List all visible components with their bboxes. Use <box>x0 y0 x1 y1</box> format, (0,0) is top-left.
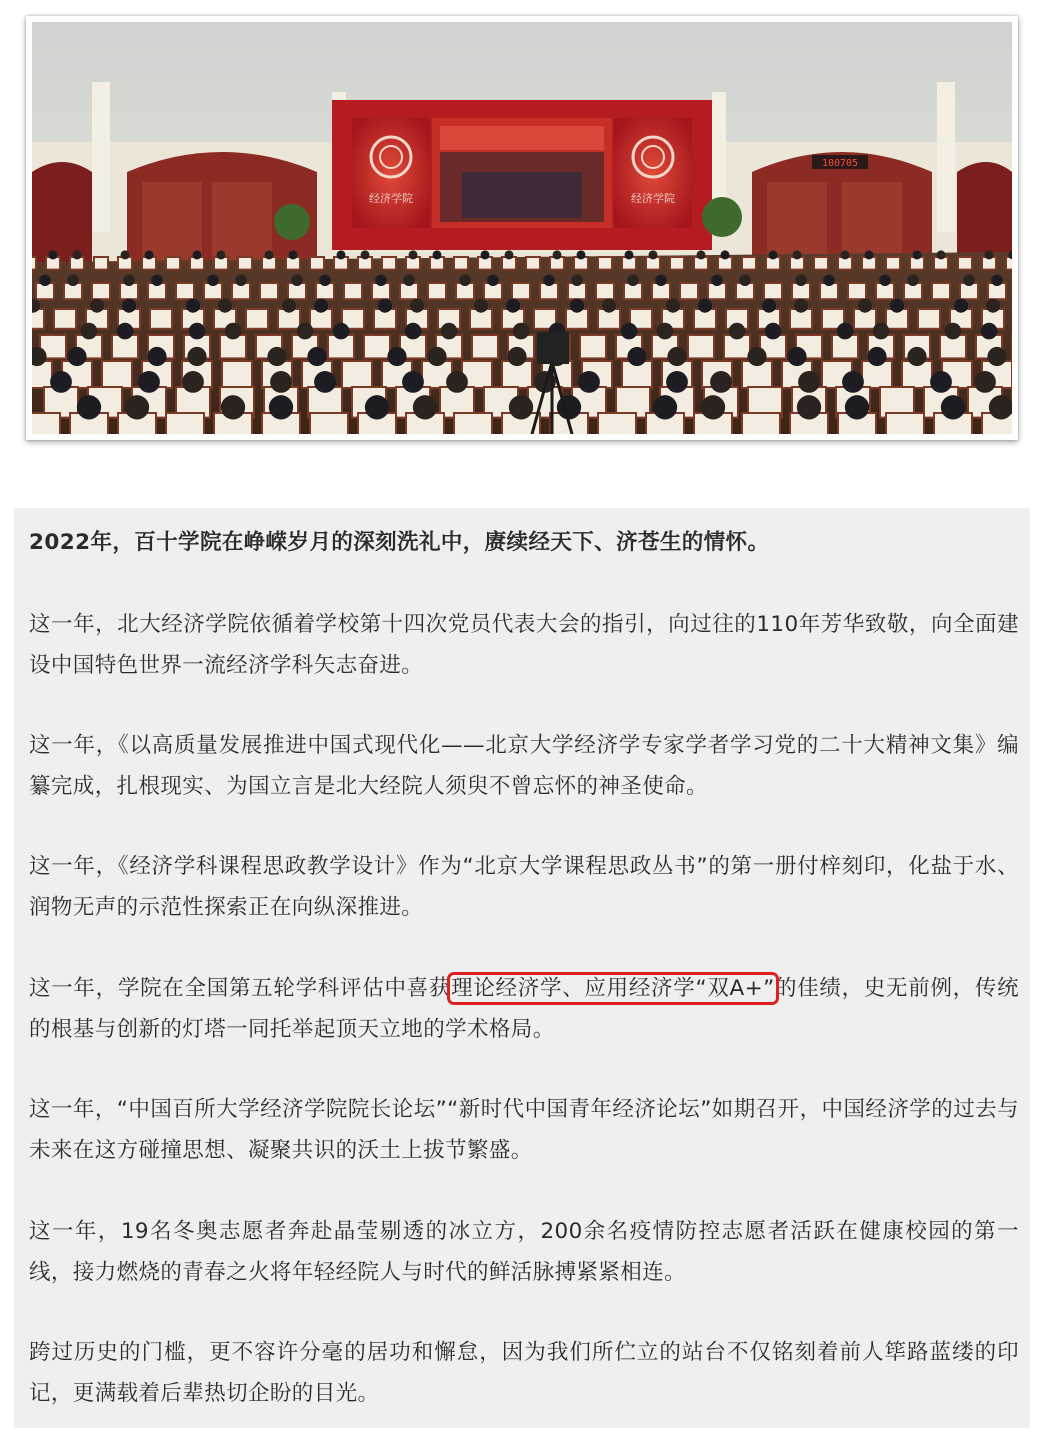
audience-member <box>666 371 688 393</box>
seat <box>886 413 924 434</box>
clock-readout: 100705 <box>821 158 859 169</box>
seat <box>166 257 180 270</box>
article-paragraph-5: 这一年，“中国百所大学经济学院院长论坛”“新时代中国青年经济论坛”如期召开，中国经济学的过去与未来在这方碰撞思想、凝聚共识的沃土上拔节繁盛。 <box>29 1097 1019 1163</box>
seat <box>166 413 204 434</box>
audience-member <box>577 250 586 259</box>
article-paragraph-6: 这一年，19名冬奥志愿者奔赴晶莹剔透的冰立方，200余名疫情防控志愿者活跃在健康校园的第一线，接力燃烧的青春之火将年轻经院人与时代的鲜活脉搏紧紧相连。 <box>29 1219 1019 1285</box>
audience-member <box>653 395 677 419</box>
audience-member <box>667 347 686 366</box>
audience-member <box>221 395 245 419</box>
seat <box>932 283 950 299</box>
seat <box>176 283 194 299</box>
audience-member <box>710 371 732 393</box>
audience-member <box>319 275 331 287</box>
seat <box>92 283 110 299</box>
seat <box>94 257 108 270</box>
audience-member <box>123 275 135 287</box>
seat <box>246 309 268 329</box>
seat <box>526 257 540 270</box>
audience-member <box>225 323 242 340</box>
audience-member <box>81 323 98 340</box>
audience-member <box>794 299 808 313</box>
audience-member <box>314 299 328 313</box>
auditorium-photo-frame <box>26 16 1018 440</box>
audience-member <box>235 275 247 287</box>
audience-member <box>49 250 58 259</box>
audience-member <box>333 323 350 340</box>
seat <box>222 361 252 388</box>
audience-member <box>151 275 163 287</box>
audience-member <box>307 347 326 366</box>
audience-member <box>625 250 634 259</box>
audience-member <box>459 275 471 287</box>
audience-member <box>747 347 766 366</box>
seat <box>364 335 390 358</box>
audience-member <box>981 323 998 340</box>
audience-member <box>282 299 296 313</box>
audience-member <box>207 275 219 287</box>
audience-member <box>890 299 904 313</box>
audience-member <box>795 275 807 287</box>
audience-member <box>77 395 101 419</box>
audience-member <box>193 250 202 259</box>
audience-member <box>627 347 646 366</box>
audience-member <box>657 323 674 340</box>
seat <box>32 413 60 434</box>
audience-member <box>506 299 520 313</box>
audience-member <box>913 250 922 259</box>
audience-member <box>403 275 415 287</box>
seat <box>886 257 900 270</box>
audience-member <box>378 299 392 313</box>
audience-member <box>314 371 336 393</box>
audience-member <box>427 347 446 366</box>
audience-member <box>701 395 725 419</box>
audience-member <box>570 299 584 313</box>
seat <box>54 309 76 329</box>
audience-member <box>474 299 488 313</box>
audience-member <box>797 395 821 419</box>
seat <box>742 413 780 434</box>
audience-member <box>858 299 872 313</box>
audience-member <box>987 347 1006 366</box>
audience-member <box>337 250 346 259</box>
seat <box>958 257 972 270</box>
audience-member <box>553 250 562 259</box>
seat <box>344 283 362 299</box>
highlighted-double-a-plus: 理论经济学、应用经济学“双A+” <box>451 976 775 1001</box>
seat <box>512 283 530 299</box>
seat <box>918 309 940 329</box>
audience-member <box>291 275 303 287</box>
audience-member <box>413 395 437 419</box>
audience-member <box>125 395 149 419</box>
audience-member <box>405 323 422 340</box>
audience-member <box>409 250 418 259</box>
audience-member <box>991 275 1003 287</box>
article-paragraph-3: 这一年，《经济学科课程思政教学设计》作为“北京大学课程思政丛书”的第一册付梓刻印，化盐于水、润物无声的示范性探索正在向纵深推进。 <box>29 854 1019 920</box>
article-paragraph-2: 这一年，《以高质量发展推进中国式现代化——北京大学经济学专家学者学习党的二十大精神文集》编纂完成，扎根现实、为国立言是北大经院人须臾不曾忘怀的神圣使命。 <box>29 733 1019 799</box>
audience-member <box>865 250 874 259</box>
audience-member <box>787 347 806 366</box>
article-lead: 2022年，百十学院在峥嵘岁月的深刻洗礼中，赓续经天下、济苍生的情怀。 <box>29 530 770 555</box>
seat <box>670 257 684 270</box>
audience-member <box>698 299 712 313</box>
audience-member <box>39 275 51 287</box>
audience-member <box>543 275 555 287</box>
audience-member <box>138 371 160 393</box>
seat <box>814 257 828 270</box>
seat <box>260 283 278 299</box>
seat <box>848 283 866 299</box>
audience-member <box>557 395 581 419</box>
audience-member <box>217 250 226 259</box>
audience-member <box>765 323 782 340</box>
audience-member <box>361 250 370 259</box>
audience-member <box>837 323 854 340</box>
seat <box>382 257 396 270</box>
seat <box>598 257 612 270</box>
paragraph-4-end: 的佳绩，史无前例，传统的根基与创新的灯塔一同托举起顶天立地的学术格局。 <box>29 976 1019 1042</box>
audience-member <box>122 299 136 313</box>
audience-member <box>90 299 104 313</box>
audience-member <box>841 250 850 259</box>
audience-member <box>974 371 996 393</box>
audience-member <box>189 323 206 340</box>
audience-member <box>147 347 166 366</box>
seat <box>310 413 348 434</box>
audience-member <box>481 250 490 259</box>
seat <box>472 335 498 358</box>
audience-member <box>697 250 706 259</box>
audience-member <box>513 323 530 340</box>
article-panel <box>14 508 1030 1428</box>
screen-logo-text-left: 经济学院 <box>369 193 413 205</box>
audience-member <box>941 395 965 419</box>
audience-member <box>267 347 286 366</box>
audience-member <box>289 250 298 259</box>
audience-member <box>907 275 919 287</box>
seat <box>454 413 492 434</box>
article-paragraph-4 <box>29 968 1019 1050</box>
audience-member <box>269 395 293 419</box>
seat <box>238 257 252 270</box>
audience-member <box>571 275 583 287</box>
audience-member <box>711 275 723 287</box>
audience-member <box>867 347 886 366</box>
audience-member <box>441 323 458 340</box>
seat <box>310 257 324 270</box>
seat <box>580 335 606 358</box>
audience-member <box>937 250 946 259</box>
audience-member <box>823 275 835 287</box>
seat <box>454 257 468 270</box>
audience-member <box>873 323 890 340</box>
audience-member <box>187 347 206 366</box>
audience-member <box>879 275 891 287</box>
seat <box>688 335 714 358</box>
audience-member <box>649 250 658 259</box>
audience-member <box>666 299 680 313</box>
audience-member <box>907 347 926 366</box>
audience-member <box>446 371 468 393</box>
audience-member <box>387 347 406 366</box>
audience-member <box>218 299 232 313</box>
audience-member <box>265 250 274 259</box>
audience-member <box>954 299 968 313</box>
audience-member <box>433 250 442 259</box>
audience-member <box>365 395 389 419</box>
seat <box>598 413 636 434</box>
audience-member <box>985 250 994 259</box>
audience-member <box>50 371 72 393</box>
paragraph-4-start: 这一年，学院在全国第五轮学科评估中喜获 <box>29 976 452 1001</box>
audience-member <box>793 250 802 259</box>
audience-member <box>270 371 292 393</box>
audience-member <box>739 275 751 287</box>
audience-member <box>769 250 778 259</box>
seat <box>102 361 132 388</box>
audience-member <box>509 395 533 419</box>
audience-member <box>627 275 639 287</box>
audience-member <box>121 250 130 259</box>
audience-member <box>487 275 499 287</box>
audience-member <box>729 323 746 340</box>
article-paragraph-1: 这一年，北大经济学院依循着学校第十四次党员代表大会的指引，向过往的110年芳华致敬，向全面建设中国特色世界一流经济学科矢志奋进。 <box>29 612 1019 678</box>
audience-member <box>67 275 79 287</box>
audience-member <box>402 371 424 393</box>
audience-member <box>762 299 776 313</box>
audience-member <box>117 323 134 340</box>
auditorium-photo <box>32 22 1012 434</box>
audience-member <box>578 371 600 393</box>
seat <box>428 283 446 299</box>
audience-member <box>621 323 638 340</box>
audience-member <box>798 371 820 393</box>
seat <box>680 283 698 299</box>
audience-member <box>721 250 730 259</box>
audience-member <box>182 371 204 393</box>
seat <box>342 361 372 388</box>
audience-member <box>145 250 154 259</box>
article-paragraph-7: 跨过历史的门槛，更不容许分毫的居功和懈怠，因为我们所伫立的站台不仅铭刻着前人筚路蓝缕的印记，更满载着后辈热切企盼的目光。 <box>29 1340 1019 1406</box>
audience-member <box>410 299 424 313</box>
audience-member <box>297 323 314 340</box>
audience-member <box>186 299 200 313</box>
seat <box>764 283 782 299</box>
audience-member <box>945 323 962 340</box>
seat <box>596 283 614 299</box>
seat <box>150 309 172 329</box>
seat <box>32 257 36 270</box>
seat <box>742 257 756 270</box>
audience-member <box>963 275 975 287</box>
audience-member <box>375 275 387 287</box>
audience-member <box>986 299 1000 313</box>
audience-member <box>505 250 514 259</box>
audience-member <box>845 395 869 419</box>
audience-member <box>842 371 864 393</box>
audience-member <box>67 347 86 366</box>
audience-member <box>507 347 526 366</box>
audience-member <box>602 299 616 313</box>
audience-member <box>73 250 82 259</box>
audience-member <box>930 371 952 393</box>
screen-logo-text-right: 经济学院 <box>631 193 675 205</box>
audience-member <box>655 275 667 287</box>
